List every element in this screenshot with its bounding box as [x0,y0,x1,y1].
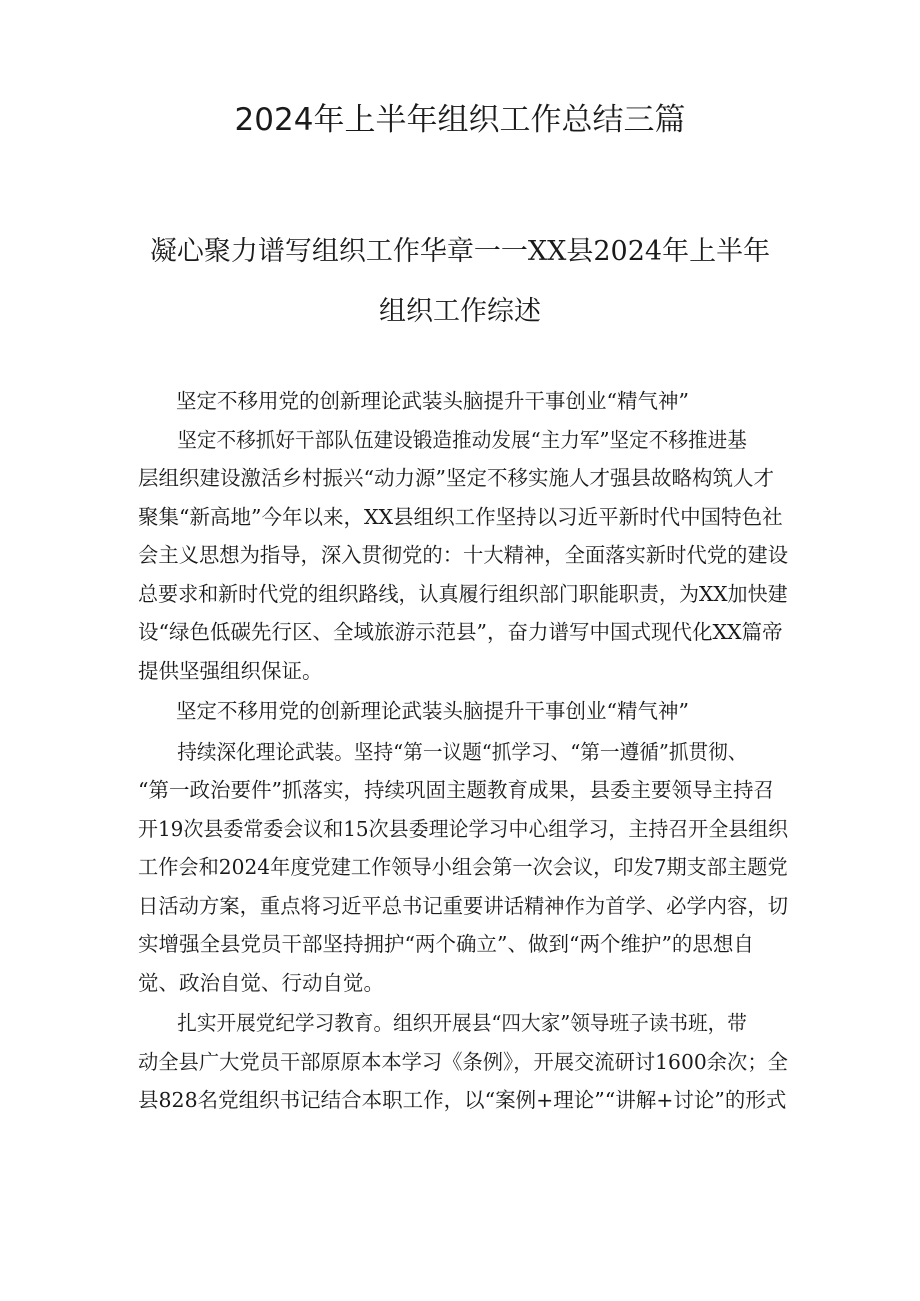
paragraph-line: 会主义思想为指导，深入贯彻党的：十大精神，全面落实新时代党的建设 [138,543,789,567]
paragraph-line: 聚集“新高地”今年以来，XX县组织工作坚持以习近平新时代中国特色社 [138,504,783,529]
document-subtitle [110,222,810,342]
paragraph-line: 觉、政治自觉、行动自觉。 [138,970,384,995]
paragraph-discipline [138,1004,788,1120]
paragraph-line: 持续深化理论武装。坚持“第一议题“抓学习、“第一遵循”抓贯彻、 [177,739,748,764]
paragraph-line: 实增强全县党员干部坚持拥护“两个确立”、做到“两个维护”的思想自 [138,932,754,956]
section-heading-2 [138,692,788,731]
paragraph-line: 动全县广大党员干部原原本本学习《条例》，开展交流研讨1600余次；全 [138,1049,788,1074]
document-title: 2024年上半年组织工作总结三篇 [234,102,686,138]
paragraph-line: 开19次县委常委会议和15次县委理论学习中心组学习，主持召开全县组织 [138,816,789,841]
paragraph-line: 坚定不移用党的创新理论武装头脑提升干事创业“精气神” [176,699,689,723]
section-heading-1 [138,382,788,421]
paragraph-line: 设“绿色低碳先行区、全域旅游示范县”，奋力谱写中国式现代化XX篇帝 [138,620,783,644]
subtitle-line-1: 凝心聚力谱写组织工作华章一一XX县2024年上半年 [149,236,771,267]
paragraph-line: 提供坚强组织保证。 [138,658,323,683]
paragraph-line: “第一政治要件”抓落实，持续巩固主题教育成果，县委主要领导主持召 [138,778,774,802]
paragraph-line: 日活动方案，重点将习近平总书记重要讲话精神作为首学、必学内容，切 [138,893,789,918]
subtitle-line-2: 组织工作综述 [379,296,541,327]
paragraph-theory [138,733,788,1003]
paragraph-line: 坚定不移抓好干部队伍建设锻造推动发展“主力军”坚定不移推进基 [177,427,747,452]
paragraph-intro [138,421,788,691]
paragraph-line: 总要求和新时代党的组织路线，认真履行组织部门职能职责，为XX加快建 [138,581,788,606]
paragraph-line: 坚定不移用党的创新理论武装头脑提升干事创业“精气神” [176,389,689,413]
paragraph-line: 县828名党组织书记结合本职工作，以“案例+理论”“讲解+讨论”的形式 [138,1088,787,1112]
paragraph-line: 工作会和2024年度党建工作领导小组会第一次会议，印发7期支部主题党 [138,855,788,879]
paragraph-line: 层组织建设激活乡村振兴“动力源”坚定不移实施人才强县故略构筑人才 [138,466,774,490]
paragraph-line: 扎实开展党纪学习教育。组织开展县“四大家”领导班子读书班，带 [177,1011,747,1035]
document-body [138,382,788,1120]
